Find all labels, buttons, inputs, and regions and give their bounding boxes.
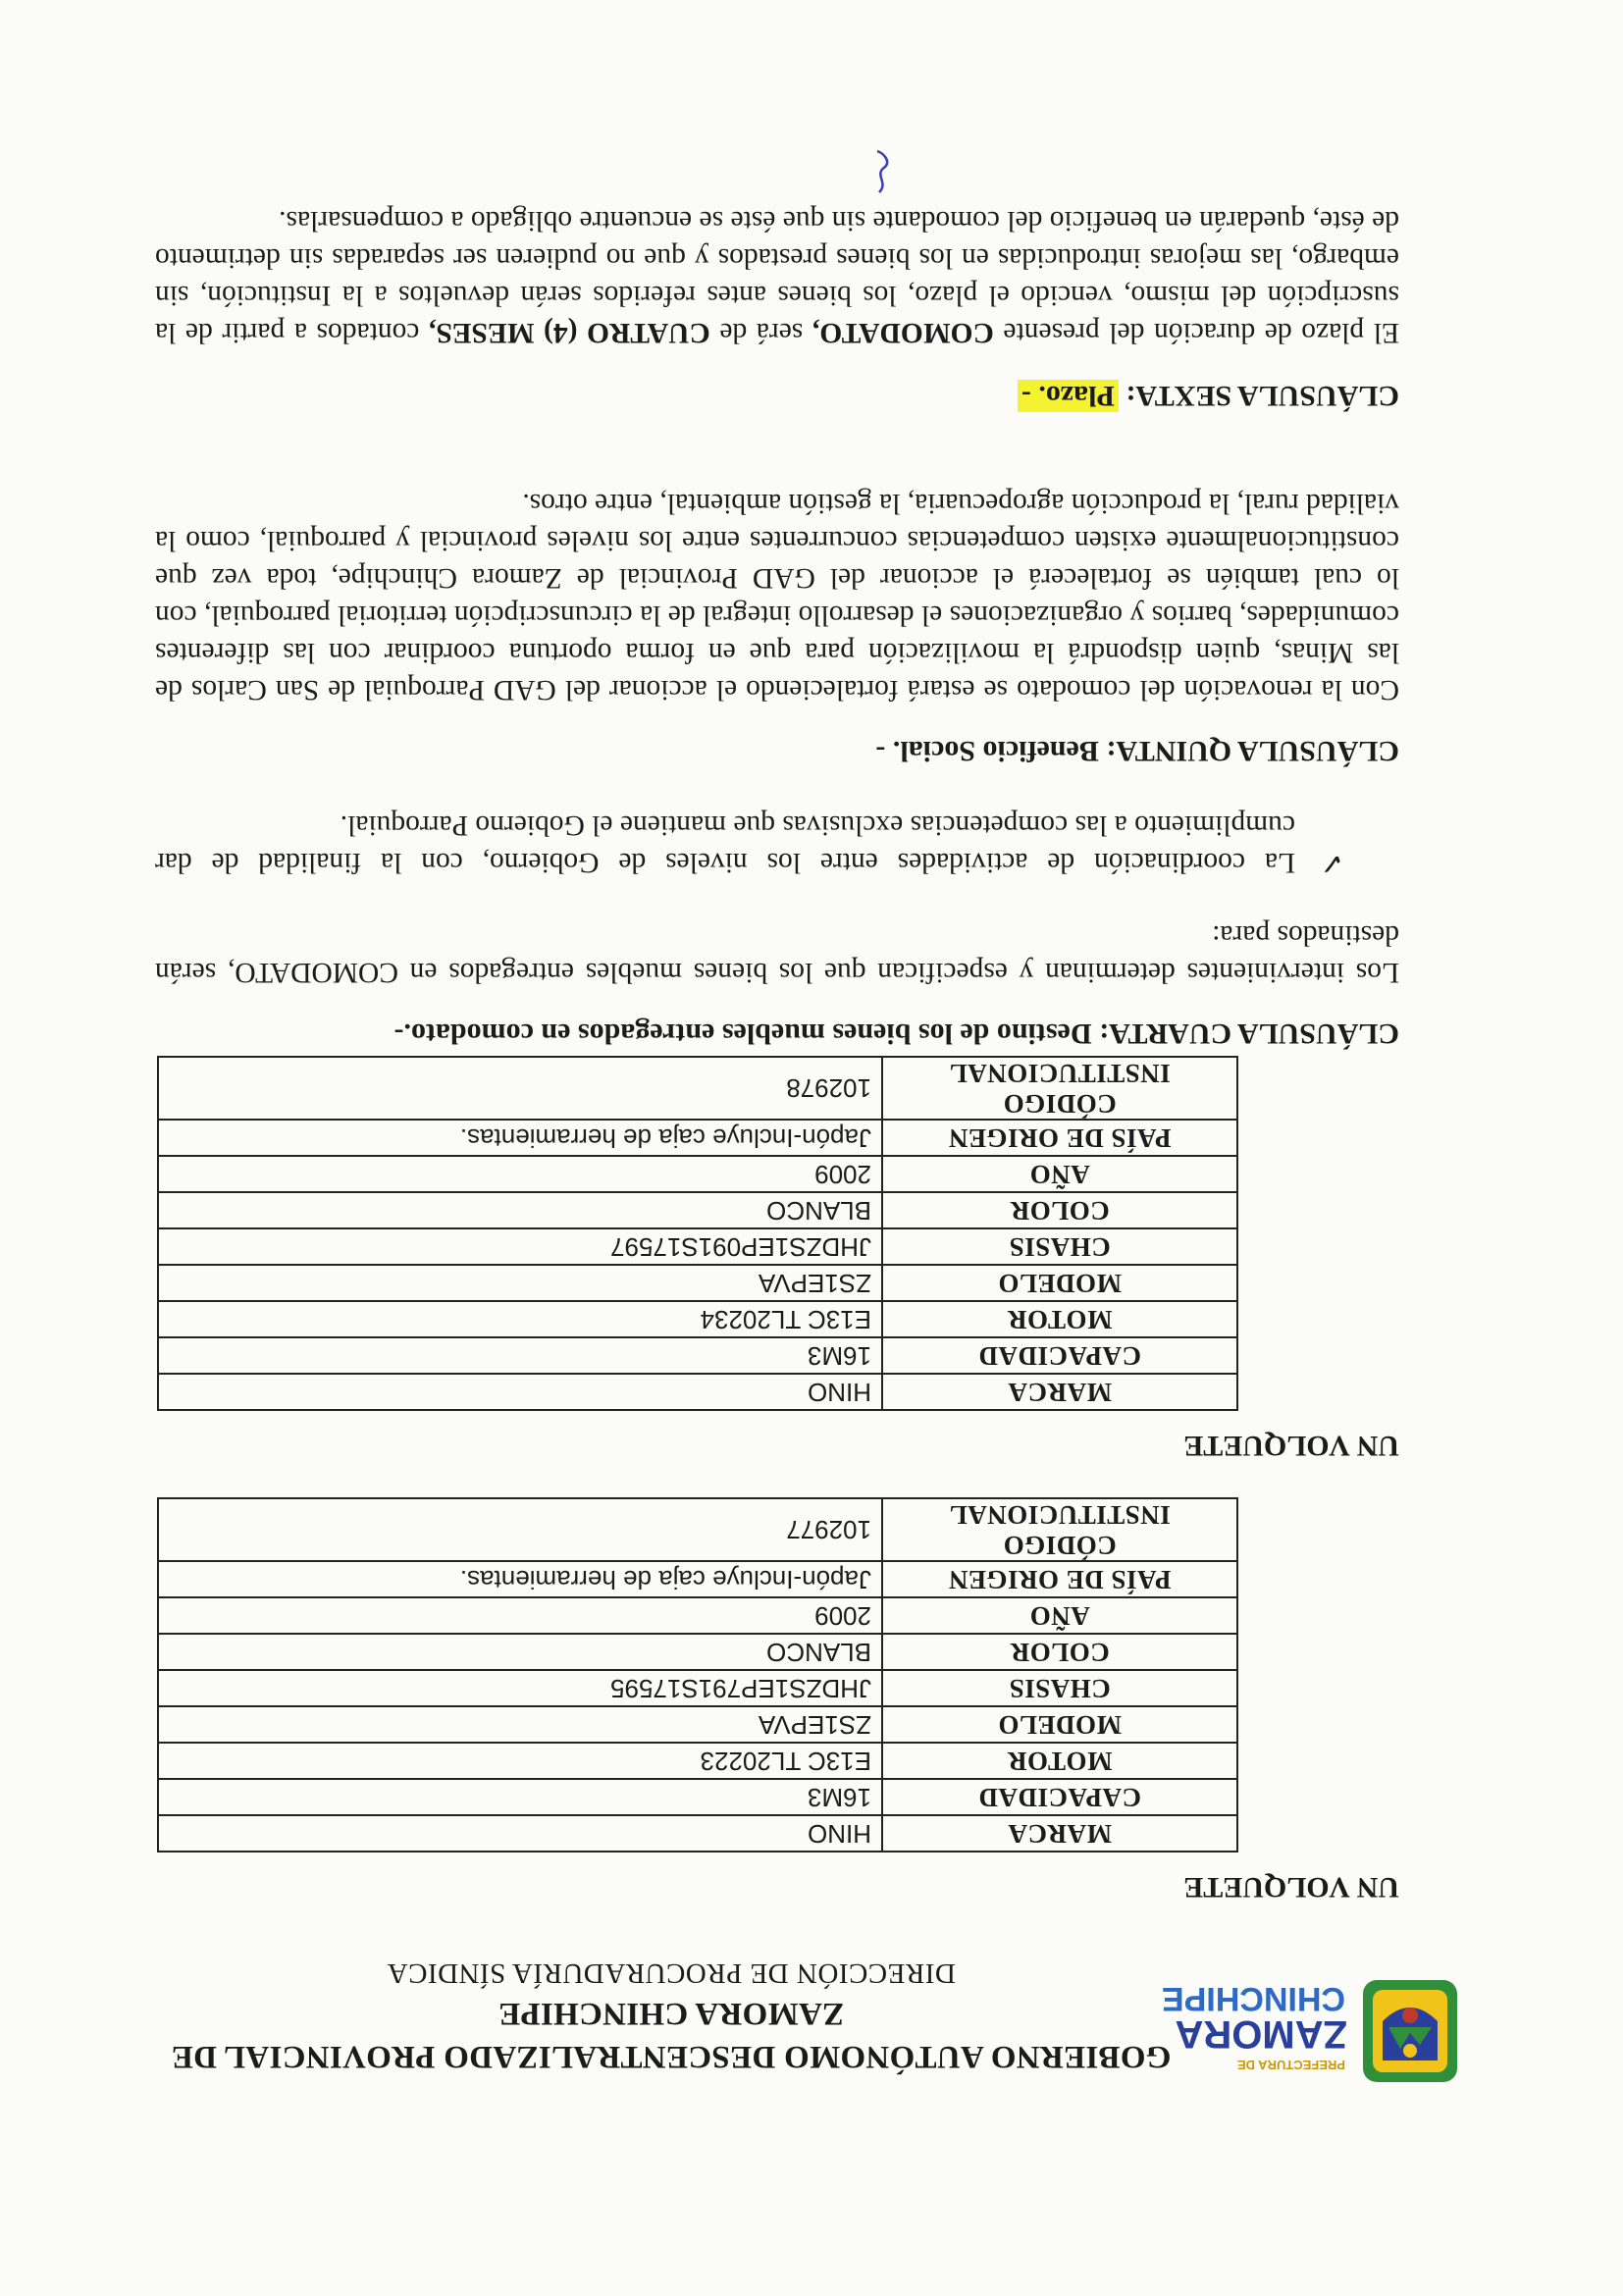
table-value-cell: HINO bbox=[158, 1374, 882, 1410]
table-key-cell: MARCA bbox=[882, 1374, 1237, 1410]
table-value-cell: JHDZS1EP091S17597 bbox=[158, 1228, 882, 1265]
clausula-cuarta-list bbox=[155, 807, 1344, 881]
table-row bbox=[158, 1743, 1237, 1779]
table-value-cell: 102978 bbox=[158, 1057, 882, 1120]
table-row bbox=[158, 1156, 1237, 1192]
clausula-sexta-bold-1: COMODATO, bbox=[812, 317, 994, 348]
clausula-quinta-body: Con la renovación del comodato se estará fortaleciendo el accionar del GAD Parroquial de San Carlos de las Minas, quien dispondrá la movilización para que en forma oportuna coordinar con las diferentes comunidades, barrios y organizaciones el desarrollo integral de la circunscripción territorial parroquial, con lo cual también se fortalecerá el accionar del GAD Provincial de Zamora Chinchipe, toda vez que constitucionalmente existen competencias concurrentes entre los niveles provincial y parroquial, como la vialidad rural, la producción agropecuaria, la gestión ambiental, entre otros. bbox=[155, 488, 1399, 705]
table-row bbox=[158, 1192, 1237, 1228]
highlighted-text: Plazo. - bbox=[1018, 380, 1119, 412]
table-key-cell: CÓDIGO INSTITUCIONAL bbox=[882, 1057, 1237, 1120]
table-key-cell: MOTOR bbox=[882, 1743, 1237, 1779]
table-value-cell: 2009 bbox=[158, 1156, 882, 1192]
table-row bbox=[158, 1337, 1237, 1374]
vehicle-1-heading: UN VOLQUETE bbox=[1183, 1871, 1399, 1904]
clausula-sexta-text-1: El plazo de duración del presente bbox=[993, 317, 1399, 348]
table-key-cell: MODELO bbox=[882, 1706, 1237, 1743]
table-key-cell: MOTOR bbox=[882, 1301, 1237, 1337]
table-row bbox=[158, 1815, 1237, 1852]
header-title-line1: GOBIERNO AUTÓNOMO DESCENTRALIZADO PROVINCIAL DE bbox=[171, 2039, 1172, 2074]
table-value-cell: JHDZS1EP791S17595 bbox=[158, 1670, 882, 1706]
logo-text-sub: CHINCHIPE bbox=[1161, 1980, 1345, 2017]
table-key-cell: AÑO bbox=[882, 1156, 1237, 1192]
prefectura-logo bbox=[1157, 1972, 1461, 2090]
logo-text-top: PREFECTURA DE bbox=[1236, 2058, 1345, 2072]
table-value-cell: 16M3 bbox=[158, 1337, 882, 1374]
vehicle-2-table bbox=[157, 1056, 1238, 1411]
table-row bbox=[158, 1670, 1237, 1706]
table-row bbox=[158, 1561, 1237, 1597]
table-value-cell: HINO bbox=[158, 1815, 882, 1852]
page-header-title bbox=[161, 1992, 1181, 2078]
table-key-cell: CÓDIGO INSTITUCIONAL bbox=[882, 1498, 1237, 1561]
clausula-sexta-bold-2: CUATRO (4) MESES, bbox=[429, 317, 710, 348]
table-value-cell: 2009 bbox=[158, 1597, 882, 1634]
table-key-cell: PAÍS DE ORIGEN bbox=[882, 1561, 1237, 1597]
logo-text-main: ZAMORA bbox=[1175, 2012, 1347, 2056]
table-row bbox=[158, 1057, 1237, 1120]
vehicle-1-table bbox=[157, 1497, 1238, 1852]
clausula-sexta-text-3: contados a partir de la suscripción del mismo, vencido el plazo, los bienes antes referidos serán devueltos a la Institución, sin embargo, las mejoras introducidas en los bienes prestados y que no pudieren ser separadas sin detrimento de éste, quedarán en beneficio del comodante sin que éste se encuentre obligado a compensarlas. bbox=[155, 205, 1399, 348]
clausula-sexta-heading-prefix: CLÁUSULA SEXTA: bbox=[1118, 380, 1399, 412]
table-value-cell: BLANCO bbox=[158, 1192, 882, 1228]
table-row bbox=[158, 1779, 1237, 1815]
table-row bbox=[158, 1265, 1237, 1301]
table-value-cell: Japón-Incluye caja de herramientas. bbox=[158, 1561, 882, 1597]
table-key-cell: PAÍS DE ORIGEN bbox=[882, 1120, 1237, 1156]
table-key-cell: AÑO bbox=[882, 1597, 1237, 1634]
handwritten-mark-icon bbox=[867, 147, 897, 196]
table-row bbox=[158, 1634, 1237, 1670]
table-value-cell: ZS1EPVA bbox=[158, 1265, 882, 1301]
clausula-sexta-text-2: será de bbox=[709, 317, 812, 348]
table-row bbox=[158, 1498, 1237, 1561]
clausula-sexta-heading bbox=[1018, 377, 1399, 414]
list-item bbox=[155, 807, 1344, 881]
table-value-cell: 102977 bbox=[158, 1498, 882, 1561]
table-value-cell: E13C TL20234 bbox=[158, 1301, 882, 1337]
table-row bbox=[158, 1301, 1237, 1337]
table-value-cell: ZS1EPVA bbox=[158, 1706, 882, 1743]
table-key-cell: CAPACIDAD bbox=[882, 1779, 1237, 1815]
table-value-cell: Japón-Incluye caja de herramientas. bbox=[158, 1120, 882, 1156]
table-key-cell: COLOR bbox=[882, 1634, 1237, 1670]
checkmark-icon: ✓ bbox=[1319, 847, 1344, 879]
list-item-text: La coordinación de actividades entre los niveles de Gobierno, con la finalidad de dar cumplimiento a las competencias exclusivas que mantiene el Gobierno Parroquial. bbox=[155, 809, 1295, 878]
table-row bbox=[158, 1374, 1237, 1410]
page-header-subtitle bbox=[161, 1955, 1181, 1992]
table-key-cell: CAPACIDAD bbox=[882, 1337, 1237, 1374]
table-row bbox=[158, 1597, 1237, 1634]
table-value-cell: BLANCO bbox=[158, 1634, 882, 1670]
table-row bbox=[158, 1706, 1237, 1743]
bullet-list bbox=[155, 807, 1344, 881]
clausula-sexta-body bbox=[155, 202, 1399, 351]
table-key-cell: CHASIS bbox=[882, 1670, 1237, 1706]
table-row bbox=[158, 1120, 1237, 1156]
clausula-cuarta-intro: Los intervinientes determinan y especifican que los bienes muebles entregados en COMODATO, serán destinados para: bbox=[155, 919, 1399, 988]
table-row bbox=[158, 1228, 1237, 1265]
table-value-cell: 16M3 bbox=[158, 1779, 882, 1815]
table-key-cell: COLOR bbox=[882, 1192, 1237, 1228]
header-title-line2: ZAMORA CHINCHIPE bbox=[497, 1996, 845, 2031]
coat-of-arms-icon bbox=[1157, 1972, 1461, 2090]
table-key-cell: MODELO bbox=[882, 1265, 1237, 1301]
header-subtitle-text: DIRECCIÓN DE PROCURADURÍA SÍNDICA bbox=[387, 1957, 956, 1989]
clausula-quinta-heading: CLÁUSULA QUINTA: Beneficio Social. - bbox=[875, 735, 1399, 767]
vehicle-2-heading: UN VOLQUETE bbox=[1183, 1430, 1399, 1462]
table-key-cell: CHASIS bbox=[882, 1228, 1237, 1265]
table-value-cell: E13C TL20223 bbox=[158, 1743, 882, 1779]
clausula-cuarta-heading: CLÁUSULA CUARTA: Destino de los bienes muebles entregados en comodato.- bbox=[393, 1018, 1399, 1050]
table-key-cell: MARCA bbox=[882, 1815, 1237, 1852]
